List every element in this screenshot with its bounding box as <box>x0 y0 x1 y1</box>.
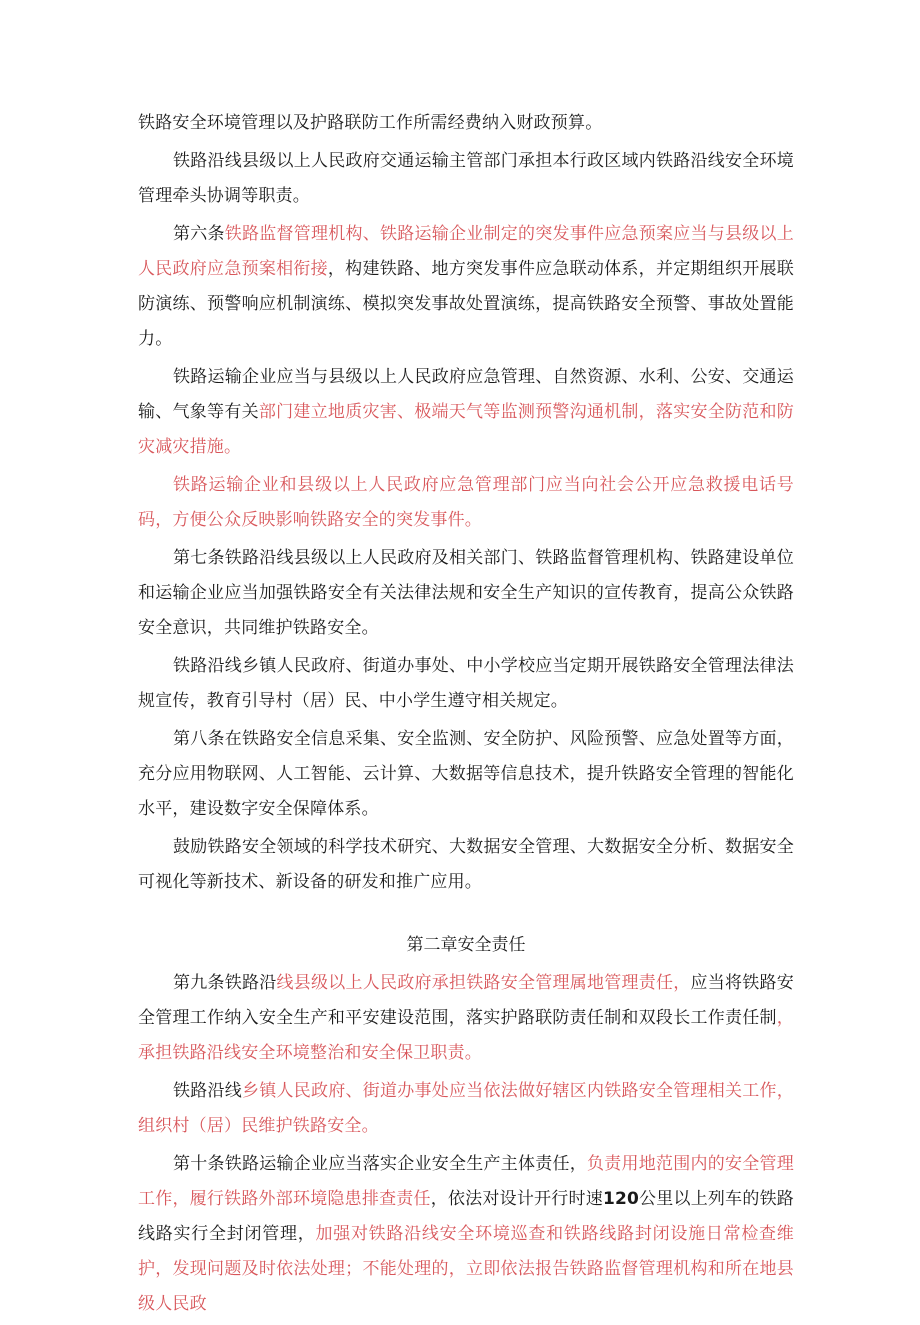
paragraph-text: 第八条在铁路安全信息采集、安全监测、安全防护、风险预警、应急处置等方面，充分应用物联网、人工智能、云计算、大数据等信息技术，提升铁路安全管理的智能化水平，建设数字安全保障体系。 <box>138 729 794 819</box>
paragraph-text: 铁路沿线 <box>173 1081 243 1101</box>
chapter-heading: 第二章安全责任 <box>406 935 526 955</box>
paragraph <box>138 1147 794 1322</box>
paragraph-text: 鼓励铁路安全领域的科学技术研究、大数据安全管理、大数据安全分析、数据安全可视化等新技术、新设备的研发和推广应用。 <box>138 837 794 892</box>
paragraph <box>138 468 794 538</box>
highlighted-text: 加强对铁路沿线安全环境巡查和铁路线路封闭设施日常检查维护，发现问题及时依法处理；不能处理的，立即依法报告铁路监督管理机构和所在地县级人民政 <box>138 1224 795 1314</box>
paragraph <box>138 106 794 141</box>
paragraph <box>138 966 794 1071</box>
section-chapter-one-tail <box>138 106 794 900</box>
paragraph <box>138 649 794 719</box>
paragraph <box>138 830 794 900</box>
paragraph-text: 铁路安全环境管理以及护路联防工作所需经费纳入财政预算。 <box>138 113 603 133</box>
paragraph-text: 应当将铁路安全管理工作纳入安全生产和平安建设范围，落实护路联防责任制和双段长工作责任制 <box>138 973 795 1028</box>
paragraph-text: 第九条铁路沿 <box>173 973 277 993</box>
paragraph <box>138 722 794 827</box>
highlighted-text: 铁路运输企业和县级以上人民政府应急管理部门应当向社会公开应急救援电话号码，方便公众反映影响铁路安全的突发事件。 <box>138 475 794 530</box>
paragraph-text: 第十条铁路运输企业应当落实企业安全生产主体责任， <box>173 1154 588 1174</box>
highlighted-text: 乡镇人民政府、街道办事处应当依法做好辖区内铁路安全管理相关工作，组织村（居）民维护铁路安全。 <box>138 1081 794 1136</box>
highlighted-text: 负责用地范围内的安全管理工作，履行铁路外部环境隐患排查责任 <box>138 1154 794 1209</box>
paragraph <box>138 144 794 214</box>
paragraph-text: 第七条铁路沿线县级以上人民政府及相关部门、铁路监督管理机构、铁路建设单位和运输企业应当加强铁路安全有关法律法规和安全生产知识的宣传教育，提高公众铁路安全意识，共同维护铁路安全。 <box>138 548 794 638</box>
paragraph-text: 铁路运输企业应当与县级以上人民政府应急管理、自然资源、水利、公安、交通运输、气象等有关 <box>138 367 794 422</box>
highlighted-text: 铁路监督管理机构、铁路运输企业制定的突发事件应急预案应当与县级以上人民政府应急预案相衔接 <box>138 224 794 279</box>
paragraph-text: 铁路沿线县级以上人民政府交通运输主管部门承担本行政区域内铁路沿线安全环境管理牵头协调等职责。 <box>138 151 794 206</box>
paragraph-text: 铁路沿线乡镇人民政府、街道办事处、中小学校应当定期开展铁路安全管理法律法规宣传，教育引导村（居）民、中小学生遵守相关规定。 <box>138 656 794 711</box>
paragraph-text: 第六条 <box>173 224 225 244</box>
paragraph <box>138 1074 794 1144</box>
highlighted-text: ，承担铁路沿线安全环境整治和安全保卫职责。 <box>138 1008 794 1063</box>
paragraph-text: 公里以上列车的铁路线路实行全封闭管理， <box>138 1189 795 1244</box>
paragraph <box>138 360 794 465</box>
paragraph <box>138 541 794 646</box>
section-chapter-two <box>138 966 794 1322</box>
document-page <box>138 106 794 1325</box>
paragraph-text: ，依法对设计开行时速 <box>430 1189 603 1209</box>
paragraph-text: ，构建铁路、地方突发事件应急联动体系，并定期组织开展联防演练、预警响应机制演练、模拟突发事故处置演练，提高铁路安全预警、事故处置能力。 <box>138 259 795 349</box>
highlighted-text: 线县级以上人民政府承担铁路安全管理属地管理责任， <box>276 973 691 993</box>
paragraph-text: 120 <box>602 1189 640 1209</box>
highlighted-text: 部门建立地质灾害、极端天气等监测预警沟通机制，落实安全防范和防灾减灾措施。 <box>138 402 794 457</box>
paragraph <box>138 217 794 357</box>
